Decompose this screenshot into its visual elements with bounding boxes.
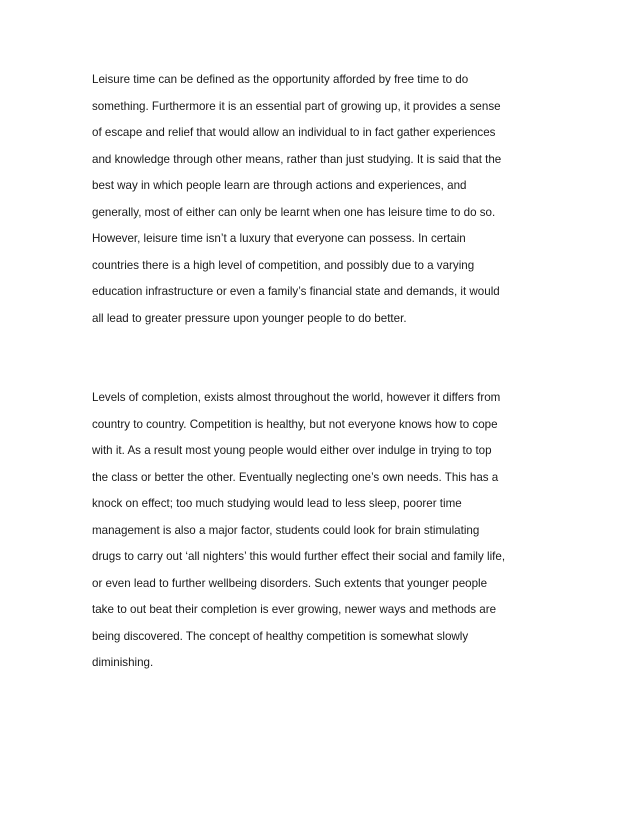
paragraph-levels-of-completion <box>92 385 572 677</box>
text-line: countries there is a high level of competition, and possibly due to a varying <box>92 258 475 272</box>
text-line: Leisure time can be defined as the opportunity afforded by free time to do <box>92 73 469 86</box>
text-line: country to country. Competition is healthy, but not everyone knows how to cope <box>92 417 498 431</box>
text-line: Levels of completion, exists almost throughout the world, however it differs from <box>92 391 501 404</box>
text-line: and knowledge through other means, rather than just studying. It is said that the <box>92 152 502 166</box>
text-line: management is also a major factor, students could look for brain stimulating <box>92 523 480 537</box>
text-line: with it. As a result most young people would either over indulge in trying to top <box>92 444 492 457</box>
text-line: of escape and relief that would allow an individual to in fact gather experiences <box>92 126 496 139</box>
text-line: education infrastructure or even a family’s financial state and demands, it would <box>92 285 500 298</box>
text-line: being discovered. The concept of healthy competition is somewhat slowly <box>92 629 469 643</box>
text-line: all lead to greater pressure upon younger people to do better. <box>92 311 407 325</box>
text-line: diminishing. <box>92 656 154 669</box>
text-line: or even lead to further wellbeing disorders. Such extents that younger people <box>92 576 488 590</box>
text-line: drugs to carry out ‘all nighters’ this would further effect their social and family life, <box>92 550 506 563</box>
text-line: best way in which people learn are through actions and experiences, and <box>92 179 467 192</box>
text-line: take to out beat their completion is ever growing, newer ways and methods are <box>92 603 497 616</box>
text-line: knock on effect; too much studying would lead to less sleep, poorer time <box>92 497 462 510</box>
paragraph-leisure-time <box>92 67 572 332</box>
text-line: something. Furthermore it is an essential part of growing up, it provides a sense <box>92 99 501 113</box>
text-line: the class or better the other. Eventually neglecting one’s own needs. This has a <box>92 470 499 484</box>
text-line: However, leisure time isn’t a luxury that everyone can possess. In certain <box>92 232 466 245</box>
text-line: generally, most of either can only be learnt when one has leisure time to do so. <box>92 205 496 219</box>
